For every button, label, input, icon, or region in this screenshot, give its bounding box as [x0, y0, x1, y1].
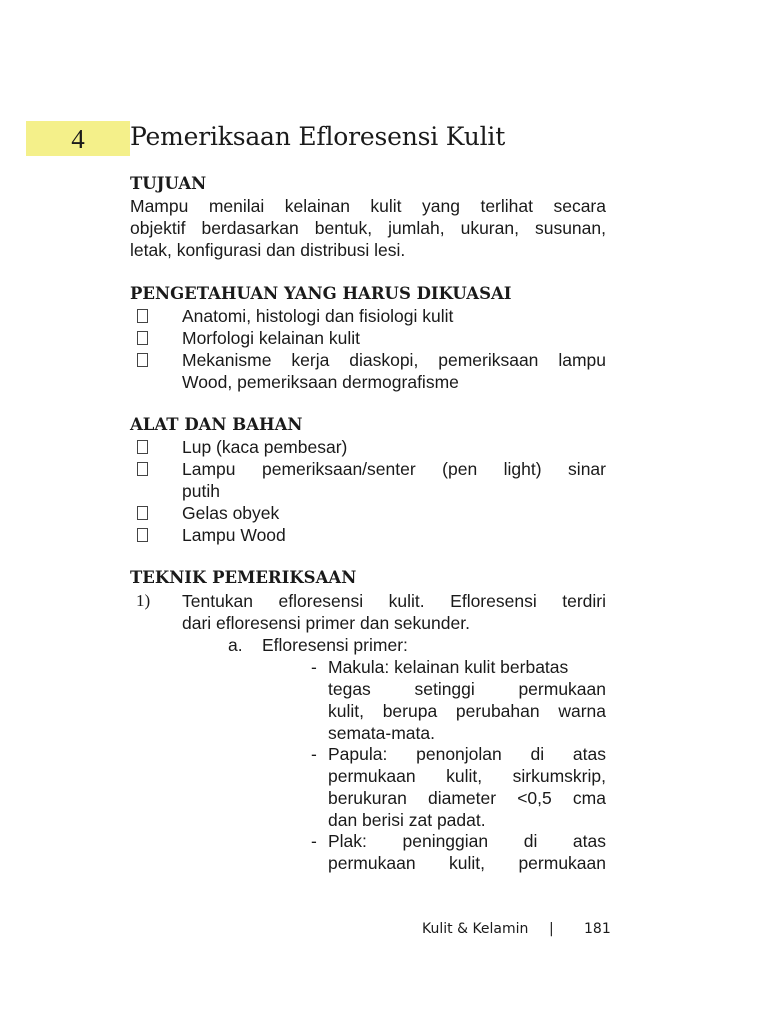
section-heading-pengetahuan: PENGETAHUAN YANG HARUS DIKUASAI — [130, 284, 512, 303]
step-text: Tentukan efloresensi kulit. Efloresensi terdiri — [182, 591, 606, 611]
dash-marker: - — [311, 657, 317, 677]
bullet-box-icon — [137, 506, 148, 520]
dash-marker: - — [311, 831, 317, 851]
chapter-title: Pemeriksaan Efloresensi Kulit — [130, 122, 506, 151]
list-item: Lampu Wood — [182, 525, 286, 545]
tujuan-line: letak, konfigurasi dan distribusi lesi. — [130, 240, 406, 260]
definition-line: berukuran diameter <0,5 cma — [328, 788, 606, 808]
definition-line: Plak: peninggian di atas — [328, 831, 606, 851]
list-item: Lup (kaca pembesar) — [182, 437, 348, 457]
step-number: 1) — [136, 591, 151, 610]
list-item-continuation: Wood, pemeriksaan dermografisme — [182, 372, 459, 392]
definition-line: Papula: penonjolan di atas — [328, 744, 606, 764]
section-heading-tujuan: TUJUAN — [130, 174, 207, 193]
step-text: dari efloresensi primer dan sekunder. — [182, 613, 470, 633]
definition-line: Makula: kelainan kulit berbatas — [328, 657, 569, 677]
list-item: Gelas obyek — [182, 503, 280, 523]
page-number: 181 — [584, 921, 611, 937]
list-item: Lampu pemeriksaan/senter (pen light) sinar — [182, 459, 606, 479]
footer-book-title: Kulit & Kelamin — [422, 921, 529, 937]
sub-item-marker: a. — [228, 635, 243, 655]
list-item: Mekanisme kerja diaskopi, pemeriksaan lampu — [182, 350, 606, 370]
definition-line: kulit, berupa perubahan warna — [328, 701, 606, 721]
bullet-box-icon — [137, 309, 148, 323]
definition-line: permukaan kulit, permukaan — [328, 853, 606, 873]
chapter-number: 4 — [71, 124, 85, 154]
bullet-box-icon — [137, 331, 148, 345]
list-item-continuation: putih — [182, 481, 220, 501]
definition-line: permukaan kulit, sirkumskrip, — [328, 766, 606, 786]
tujuan-line: objektif berdasarkan bentuk, jumlah, ukuran, susunan, — [130, 218, 606, 238]
bullet-box-icon — [137, 353, 148, 367]
section-heading-teknik: TEKNIK PEMERIKSAAN — [130, 568, 357, 587]
bullet-box-icon — [137, 440, 148, 454]
list-item: Anatomi, histologi dan fisiologi kulit — [182, 306, 454, 326]
sub-item-label: Efloresensi primer: — [262, 635, 408, 655]
definition-line: dan berisi zat padat. — [328, 810, 486, 830]
footer-separator: | — [549, 921, 554, 937]
definition-line: semata-mata. — [328, 723, 435, 743]
section-heading-alat: ALAT DAN BAHAN — [130, 415, 303, 434]
tujuan-line: Mampu menilai kelainan kulit yang terlihat secara — [130, 196, 606, 216]
page-footer — [0, 918, 768, 940]
bullet-box-icon — [137, 462, 148, 476]
bullet-box-icon — [137, 528, 148, 542]
definition-line: tegas setinggi permukaan — [328, 679, 606, 699]
list-item: Morfologi kelainan kulit — [182, 328, 361, 348]
dash-marker: - — [311, 744, 317, 764]
